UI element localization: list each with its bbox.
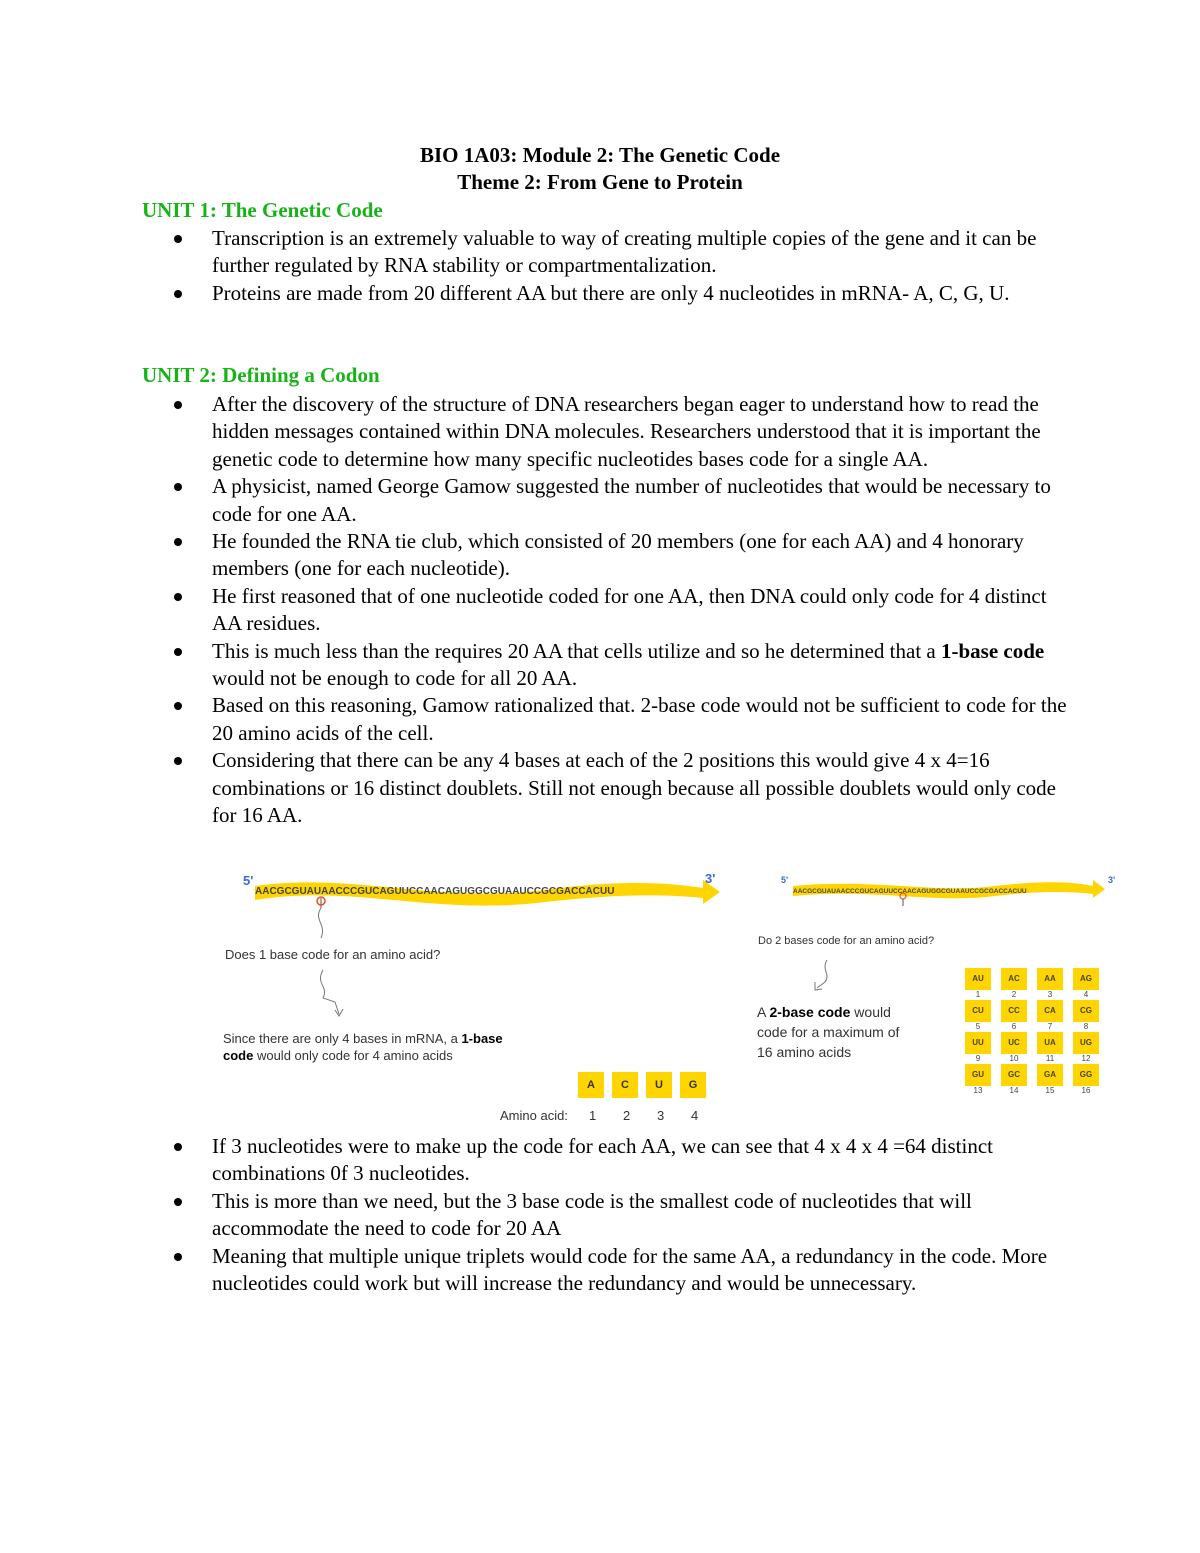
question-left: Does 1 base code for an amino acid?	[225, 947, 441, 962]
base-g-box: G	[680, 1072, 706, 1098]
list-item	[142, 1243, 1072, 1298]
bullet-bold-text: 1-base code	[941, 638, 1045, 663]
list-item	[142, 225, 1072, 280]
doublet-box: UG	[1073, 1032, 1099, 1054]
doublet-number: 5	[975, 1022, 981, 1031]
codon-figure	[215, 868, 1135, 1130]
aa-number: 1	[589, 1108, 597, 1123]
doublet-box: GA	[1037, 1064, 1063, 1086]
three-prime-label-left: 3'	[705, 871, 716, 886]
bullet-text: Proteins are made from 20 different AA but there are only 4 nucleotides in mRNA- A, C, G, U.	[212, 280, 1010, 305]
doublet-number: 6	[1011, 1022, 1017, 1031]
three-prime-label-right: 3'	[1108, 875, 1116, 885]
bullet-text: Meaning that multiple unique triplets would code for the same AA, a redundancy in the code. More nucleotides could work but will increase the redundancy and would be unnecessary.	[212, 1243, 1048, 1296]
bullet-text: Transcription is an extremely valuable to way of creating multiple copies of the gene and it can be further regulated by RNA stability or compartmentalization.	[212, 226, 1037, 278]
five-prime-label-left: 5'	[243, 873, 254, 888]
bullet-icon	[174, 235, 182, 243]
bullet-text: He first reasoned that of one nucleotide coded for one AA, then DNA could only code for 4 distinct AA residues.	[212, 583, 1047, 636]
list-item	[142, 391, 1072, 473]
doublet-box: CC	[1001, 1000, 1027, 1022]
bullet-text: After the discovery of the structure of DNA researchers began eager to understand how to read the hidden messages contained within DNA molecules. Researchers understood that it is important the genetic code to determine how many specific nucleotides bases code for a single AA.	[212, 392, 1041, 471]
doublet-box: UU	[965, 1032, 991, 1054]
five-prime-label-right: 5'	[781, 875, 789, 885]
doublet-number: 14	[1009, 1086, 1019, 1095]
bullet-text: A physicist, named George Gamow suggested the number of nucleotides that would be necessary to code for one AA.	[212, 474, 1051, 526]
bullet-text: If 3 nucleotides were to make up the code for each AA, we can see that 4 x 4 x 4 =64 distinct combinations 0f 3 nucleotides.	[212, 1134, 994, 1186]
bullet-icon	[174, 593, 182, 601]
doublet-number: 3	[1047, 990, 1053, 999]
unit2-bullet-list-continued	[142, 1133, 1072, 1297]
doublet-number: 16	[1081, 1086, 1091, 1095]
list-item	[142, 1188, 1072, 1243]
doublet-number: 13	[973, 1086, 983, 1095]
bullet-text: Considering that there can be any 4 bases at each of the 2 positions this would give 4 x 4=16 combinations or 16 distinct doublets. Still not enough because all possible doublets would only code for 16 AA.	[212, 748, 1056, 828]
doublet-box: AA	[1037, 968, 1063, 990]
aa-number: 4	[691, 1108, 699, 1123]
doublet-number: 2	[1011, 990, 1017, 999]
doublet-number: 11	[1045, 1054, 1055, 1063]
doublet-box: GU	[965, 1064, 991, 1086]
bullet-icon	[174, 757, 182, 765]
bullet-icon	[174, 290, 182, 298]
doublet-box: CG	[1073, 1000, 1099, 1022]
doublet-number: 10	[1009, 1054, 1019, 1063]
doublet-box: CA	[1037, 1000, 1063, 1022]
arrow-down-icon	[315, 968, 355, 1018]
mrna-strand-right	[775, 872, 1135, 942]
list-item	[142, 747, 1072, 829]
doublet-number: 9	[975, 1054, 981, 1063]
unit1-heading: UNIT 1: The Genetic Code	[142, 198, 383, 222]
bullet-icon	[174, 401, 182, 409]
doublet-box: GC	[1001, 1064, 1027, 1086]
bullet-icon	[174, 1253, 182, 1261]
base-u-box: U	[646, 1072, 672, 1098]
amino-acid-label: Amino acid:	[500, 1108, 568, 1123]
doublet-box: AG	[1073, 968, 1099, 990]
bullet-text: Based on this reasoning, Gamow rationalized that. 2-base code would not be sufficient to code for the 20 amino acids of the cell.	[212, 693, 1067, 745]
bullet-text: would not be enough to code for all 20 AA.	[212, 666, 578, 691]
bullet-icon	[174, 702, 182, 710]
bullet-icon	[174, 483, 182, 491]
page-subtitle: Theme 2: From Gene to Protein	[457, 170, 743, 194]
list-item	[142, 583, 1072, 638]
bullet-text: He founded the RNA tie club, which consisted of 20 members (one for each AA) and 4 honorary members (one for each nucleotide).	[212, 529, 1024, 581]
list-item	[142, 1133, 1072, 1188]
title-block	[0, 142, 1200, 196]
doublet-box: CU	[965, 1000, 991, 1022]
list-item	[142, 473, 1072, 528]
mrna-sequence-left: AACGCGUAUAACCCGUCAGUUCCAACAGUGGCGUAAUCCGCGACCACUU	[255, 886, 615, 897]
doublet-number: 7	[1047, 1022, 1053, 1031]
doublet-box: GG	[1073, 1064, 1099, 1086]
doublet-box: AC	[1001, 968, 1027, 990]
unit1-bullet-list	[142, 225, 1072, 307]
doublet-number: 12	[1081, 1054, 1091, 1063]
list-item	[142, 638, 1072, 693]
doublet-number: 8	[1083, 1022, 1089, 1031]
answer-right: A 2-base code would code for a maximum of 16 amino acids	[757, 1004, 900, 1060]
bullet-icon	[174, 1198, 182, 1206]
bullet-text: This is much less than the requires 20 AA that cells utilize and so he determined that a	[212, 638, 941, 663]
list-item	[142, 528, 1072, 583]
mrna-sequence-right: AACGCGUAUAACCCGUCAGUUCCAACAGUGGCGUAAUCCGCGACCACUU	[793, 888, 1027, 895]
aa-number: 3	[657, 1108, 665, 1123]
doublet-box: AU	[965, 968, 991, 990]
aa-number: 2	[623, 1108, 631, 1123]
unit2-heading: UNIT 2: Defining a Codon	[142, 363, 380, 387]
base-a-box: A	[578, 1072, 604, 1098]
answer-left: Since there are only 4 bases in mRNA, a 1-base code would only code for 4 amino acids	[223, 1031, 503, 1063]
base-c-box: C	[612, 1072, 638, 1098]
bullet-text: This is more than we need, but the 3 base code is the smallest code of nucleotides that will accommodate the need to code for 20 AA	[212, 1188, 972, 1241]
page-title: BIO 1A03: Module 2: The Genetic Code	[419, 143, 781, 167]
question-right: Do 2 bases code for an amino acid?	[758, 935, 935, 947]
list-item	[142, 692, 1072, 747]
bullet-icon	[174, 648, 182, 656]
arrow-down-icon	[813, 958, 843, 998]
bullet-icon	[174, 538, 182, 546]
doublet-number: 15	[1045, 1086, 1055, 1095]
unit2-bullet-list	[142, 391, 1072, 830]
doublet-box: UC	[1001, 1032, 1027, 1054]
bullet-icon	[174, 1143, 182, 1151]
doublet-box: UA	[1037, 1032, 1063, 1054]
doublet-number: 4	[1083, 990, 1089, 999]
doublet-number: 1	[975, 990, 981, 999]
list-item	[142, 280, 1072, 307]
